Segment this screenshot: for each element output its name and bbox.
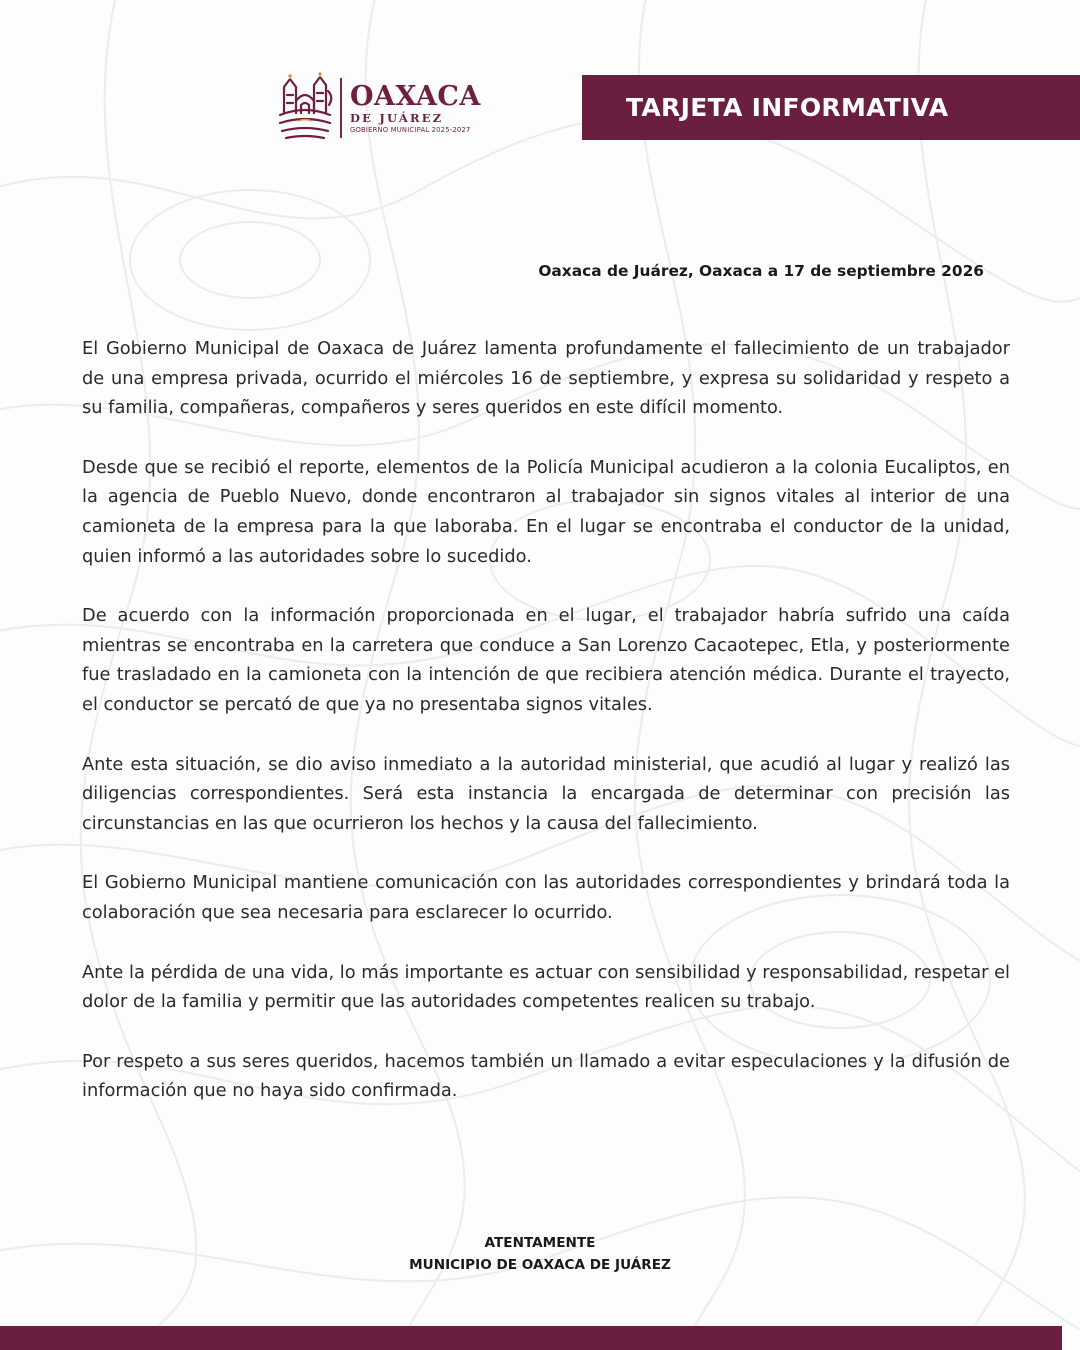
municipal-logo: [276, 70, 486, 146]
logo-wordmark: [350, 80, 481, 134]
signature-block: [0, 1232, 1080, 1276]
paragraph: Por respeto a sus seres queridos, hacemos también un llamado a evitar especulaciones y la difusión de información que no haya sido confirmada.: [82, 1050, 1010, 1102]
paragraph: El Gobierno Municipal de Oaxaca de Juárez lamenta profundamente el fallecimiento de un trabajador de una empresa privada, ocurrido el miércoles 16 de septiembre, y expresa su solidaridad y respeto a su familia, compañeras, compañeros y seres queridos en este difícil momento.: [82, 338, 1010, 419]
logo-subname: DE JUÁREZ: [350, 110, 444, 125]
logo-tagline: GOBIERNO MUNICIPAL 2025-2027: [350, 125, 471, 134]
paragraph: De acuerdo con la información proporcionada en el lugar, el trabajador habría sufrido una caída mientras se encontraba en la carretera que conduce a San Lorenzo Cacaotepec, Etla, y posteriormente fue trasladado en la camioneta con la intención de que recibiera atención médica. Durante el trayecto, el conductor se percató de que ya no presentaba signos vitales.: [82, 605, 1010, 715]
church-emblem-icon: [276, 71, 334, 145]
banner-title: TARJETA INFORMATIVA: [626, 93, 949, 122]
signature-closing: ATENTAMENTE: [484, 1235, 596, 1251]
paragraph: Ante esta situación, se dio aviso inmediato a la autoridad ministerial, que acudió al lugar y realizó las diligencias correspondientes. Será esta instancia la encargada de determinar con precisión las circunstancias en las que ocurrieron los hechos y la causa del fallecimiento.: [82, 753, 1010, 834]
paragraph: Desde que se recibió el reporte, elementos de la Policía Municipal acudieron a la colonia Eucaliptos, en la agencia de Pueblo Nuevo, donde encontraron al trabajador sin signos vitales al interior de una camioneta de la empresa para la que laboraba. En el lugar se encontraba el conductor de la unidad, quien informó a las autoridades sobre lo sucedido.: [82, 456, 1010, 567]
footer-bar: [0, 1326, 1062, 1350]
logo-divider: [340, 78, 342, 138]
date-line: Oaxaca de Juárez, Oaxaca a 17 de septiembre 2026: [538, 262, 984, 280]
signature-entity: MUNICIPIO DE OAXACA DE JUÁREZ: [409, 1257, 671, 1273]
document-body: [82, 334, 1010, 1136]
logo-name: OAXACA: [350, 80, 481, 112]
paragraph: Ante la pérdida de una vida, lo más importante es actuar con sensibilidad y responsabilidad, respetar el dolor de la familia y permitir que las autoridades competentes realicen su trabajo.: [82, 961, 1010, 1013]
title-banner: [582, 75, 1080, 140]
paragraph: El Gobierno Municipal mantiene comunicación con las autoridades correspondientes y brindará toda la colaboración que sea necesaria para esclarecer lo ocurrido.: [82, 872, 1010, 923]
